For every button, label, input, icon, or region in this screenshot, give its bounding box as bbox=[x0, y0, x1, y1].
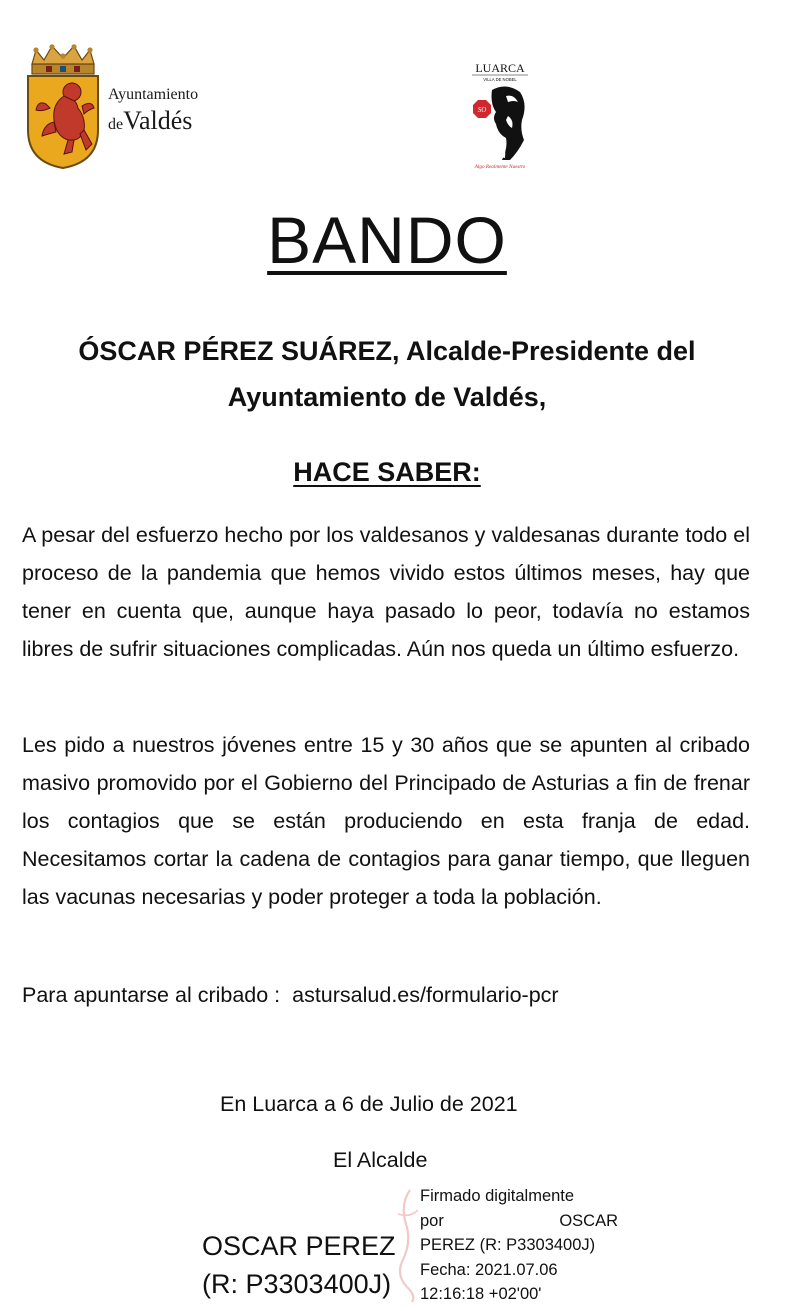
body-paragraph-2: Les pido a nuestros jóvenes entre 15 y 30 años que se apunten al cribado masivo promovido por el Gobierno del Principado de Asturias a fin de frenar los contagios que se están produciendo en esta franja de edad. Necesitamos cortar la cadena de contagios para ganar tiempo, que lleguen las vacunas necesarias y poder proteger a toda la población. bbox=[22, 733, 750, 909]
digital-signature-time: 12:16:18 +02'00' bbox=[420, 1285, 542, 1303]
signature-mark-icon bbox=[392, 1184, 422, 1304]
issuer-heading-line2: Ayuntamiento de Valdés, bbox=[227, 382, 547, 412]
luarca-title: LUARCA bbox=[475, 61, 525, 75]
digital-signature-oscar: OSCAR bbox=[559, 1211, 618, 1230]
luarca-tagline: Algo Realmente Nuestro bbox=[474, 164, 526, 170]
issuer-heading-line1: ÓSCAR PÉREZ SUÁREZ, Alcalde-Presidente del bbox=[78, 336, 696, 366]
signer-role: El Alcalde bbox=[333, 1148, 428, 1172]
council-name-prefix: de bbox=[108, 116, 124, 133]
place-date: En Luarca a 6 de Julio de 2021 bbox=[220, 1092, 518, 1116]
digital-signature-block bbox=[420, 1184, 618, 1307]
digital-signature-por: por bbox=[420, 1211, 444, 1230]
digital-signature-date: Fecha: 2021.07.06 bbox=[420, 1260, 558, 1279]
digital-signature-line2 bbox=[420, 1209, 618, 1234]
portrait-icon bbox=[492, 86, 525, 160]
council-name-valdes: Valdés bbox=[123, 106, 193, 135]
council-logo bbox=[24, 44, 234, 172]
council-name-line1: Ayuntamiento bbox=[108, 86, 199, 103]
red-seal-icon bbox=[473, 100, 491, 118]
document-title: BANDO bbox=[267, 203, 507, 277]
issuer-heading bbox=[0, 328, 774, 420]
digital-signature-line1: Firmado digitalmente bbox=[420, 1187, 575, 1205]
coat-of-arms-icon bbox=[24, 44, 102, 170]
signup-label: Para apuntarse al cribado : bbox=[22, 983, 281, 1007]
signer-id: (R: P3303400J) bbox=[202, 1269, 392, 1299]
digital-signature-line3: PEREZ (R: P3303400J) bbox=[420, 1236, 596, 1254]
svg-text:SO: SO bbox=[477, 106, 487, 114]
signup-url: astursalud.es/formulario-pcr bbox=[292, 983, 559, 1007]
crown-icon bbox=[32, 44, 94, 74]
signup-line bbox=[22, 976, 750, 1014]
luarca-logo bbox=[462, 60, 538, 172]
signer-name: OSCAR PEREZ bbox=[202, 1231, 396, 1261]
hace-saber-heading: HACE SABER: bbox=[293, 457, 481, 487]
council-name-line2 bbox=[108, 106, 192, 136]
luarca-subtitle: VILLA DE NOBEL bbox=[483, 77, 517, 82]
luarca-logo-icon bbox=[462, 60, 538, 172]
body-paragraph-1: A pesar del esfuerzo hecho por los valdesanos y valdesanas durante todo el proceso de la pandemia que hemos vivido estos últimos meses, hay que tener en cuenta que, aunque haya pasado lo peor, todavía no estamos libres de sufrir situaciones complicadas. Aún nos queda un último esfuerzo. bbox=[22, 523, 750, 661]
